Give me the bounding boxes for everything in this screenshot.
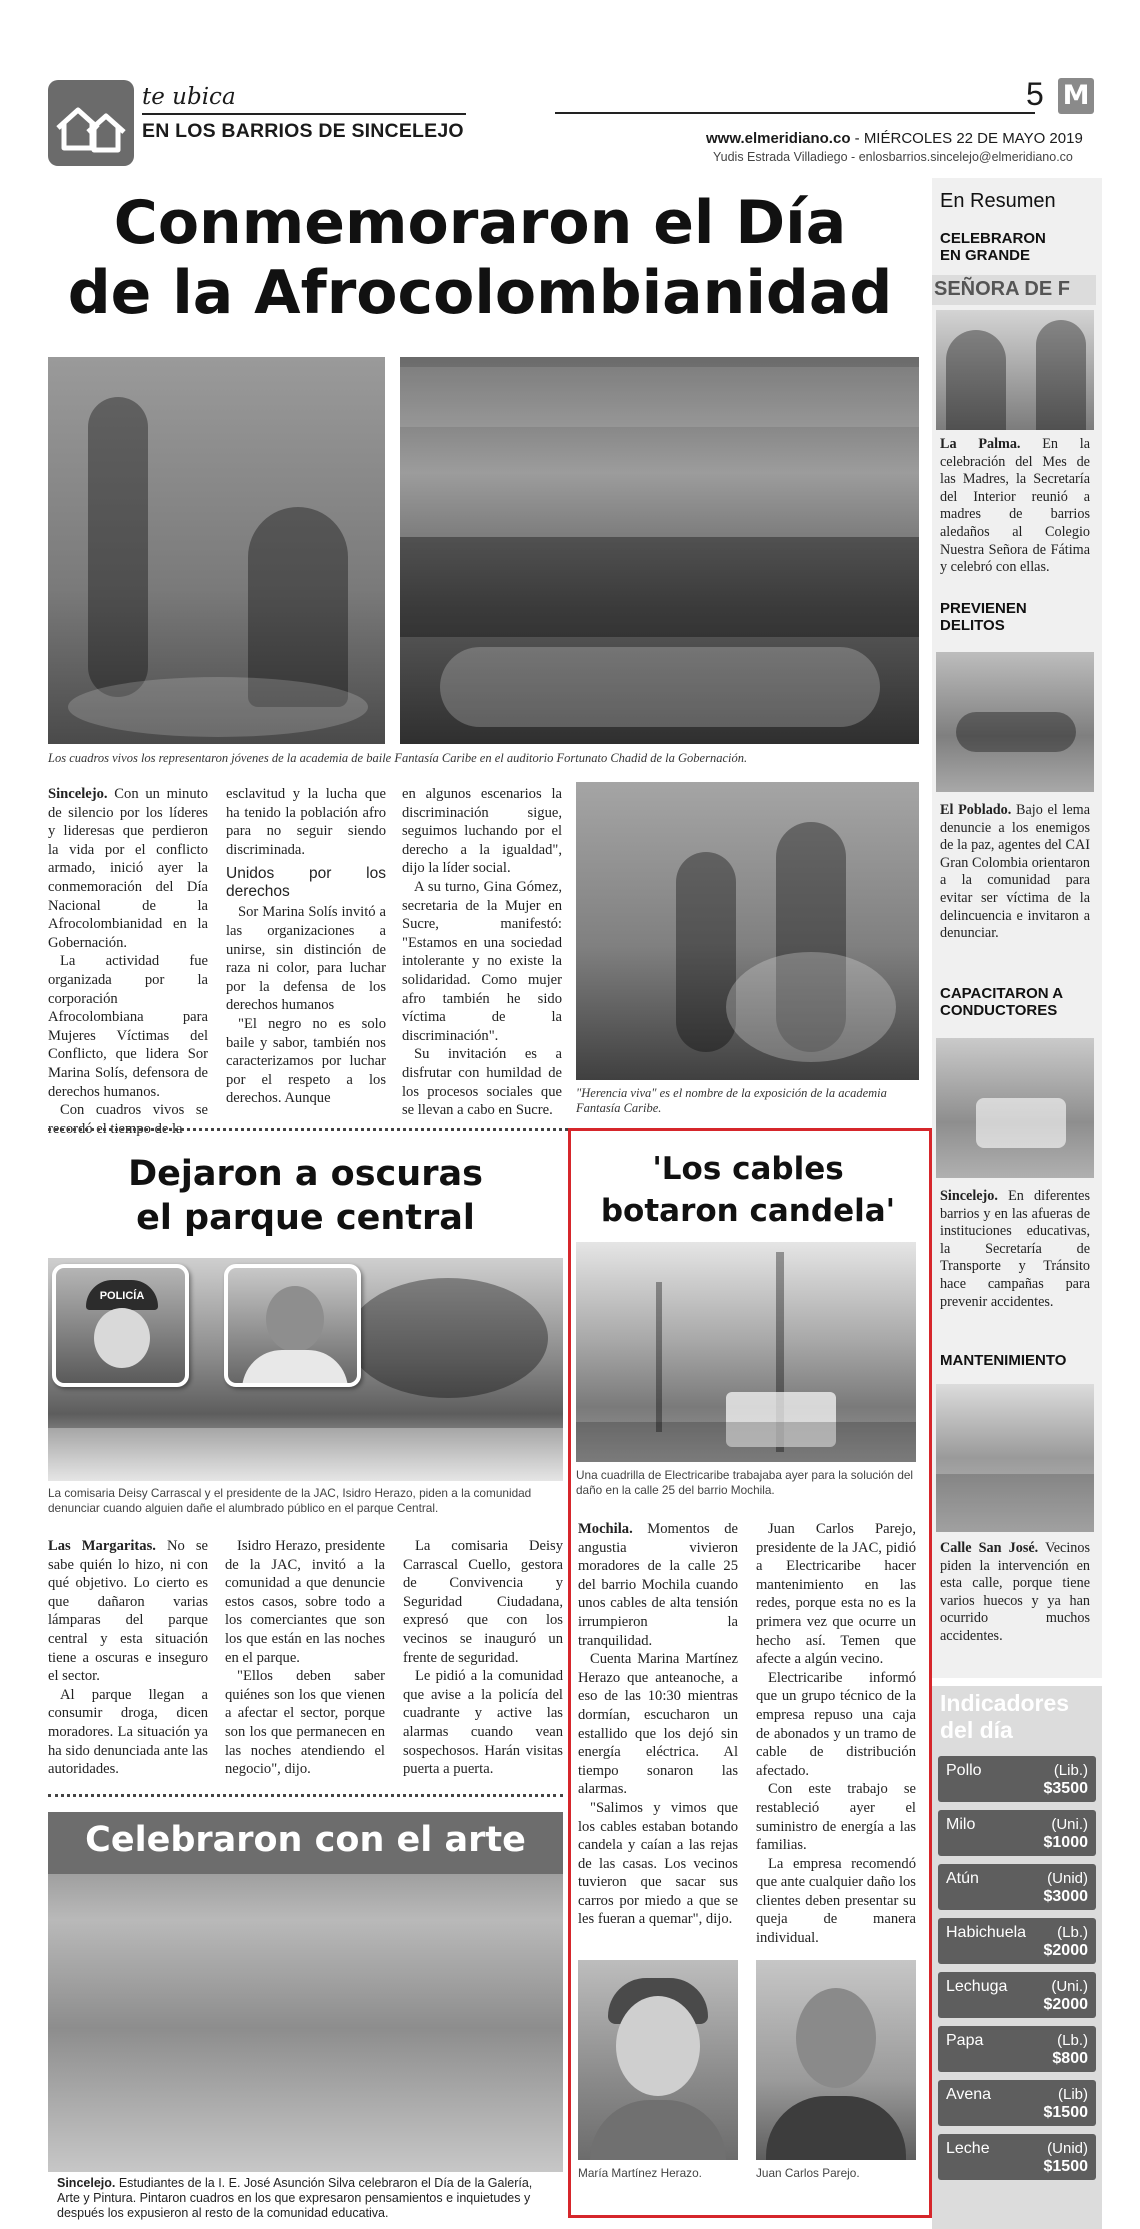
story-divider	[48, 1128, 568, 1131]
herencia-viva-caption: "Herencia viva" es el nombre de la exposición de la academia Fantasía Caribe.	[576, 1086, 887, 1115]
byline: Yudis Estrada Villadiego - enlosbarrios.sincelejo@elmeridiano.co	[713, 150, 1073, 164]
park-story-p6: Le pidió a la comunidad que avise a la policía del cuadrante y active las alarmas cuando vean sospechosos. Harán visitas puerta a puerta.	[403, 1668, 563, 1778]
jac-president-portrait	[224, 1264, 361, 1387]
sidebar-item2-photo	[936, 652, 1094, 792]
cables-story-col1	[578, 1520, 738, 1929]
indicators-title-line1: Indicadores	[940, 1690, 1070, 1716]
section-title: EN LOS BARRIOS DE SINCELEJO	[142, 120, 464, 142]
indicator-unit: (Unid)	[1047, 2140, 1088, 2157]
indicators-title	[940, 1690, 1069, 1744]
main-story-p8: A su turno, Gina Gómez, secretaria de la Mujer en Sucre, manifestó: "Estamos en una sociedad intolerante y no existe la solidaridad. Como mujer afro también he sido víctima de la discriminación".	[402, 878, 562, 1044]
sidebar-item2-text: El Poblado. Bajo el lema denuncie a los enemigos de la paz, agentes del CAI Gran Colombia orientaron a la comunidad para evitar ser víctima de la delincuencia e invitaron a denunciar.	[940, 802, 1091, 942]
park-story-lead: Las Margaritas.	[48, 1538, 156, 1554]
cables-headline	[576, 1148, 920, 1232]
portrait2-caption: Juan Carlos Parejo.	[756, 2166, 860, 2180]
park-story-p2: Al parque llegan a consumir droga, dicen moradores. La situación ya ha sido denunciada ante las autoridades.	[48, 1686, 208, 1778]
sidebar-item3-lead: Sincelejo.	[940, 1188, 998, 1204]
park-story-col1	[48, 1537, 208, 1779]
section-rule	[142, 113, 466, 115]
indicator-name: Atún	[946, 1870, 979, 1887]
sidebar-item1-lead: La Palma.	[940, 436, 1021, 452]
sidebar-item1-text: La Palma. En la celebración del Mes de las Madres, la Secretaría del Interior reunió a madres de barrios aledaños al Colegio Nuestra Señora de Fátima y celebró con ellas.	[940, 436, 1091, 576]
electricaribe-crew-photo	[576, 1242, 916, 1462]
park-story-p4: "Ellos deben saber quiénes son los que vienen a afectar el sector, porque son los que permanecen en las noches atendiendo el negocio", dijo.	[225, 1668, 385, 1778]
main-photo-caption: Los cuadros vivos los representaron jóvenes de la academia de baile Fantasía Caribe en el auditorio Fortunato Chadid de la Gobernación.	[48, 751, 748, 765]
indicator-price: $1500	[1043, 2104, 1088, 2121]
indicator-name: Lechuga	[946, 1978, 1008, 1995]
sidebar-item4-photo	[936, 1384, 1094, 1532]
cables-headline-line1: 'Los cables	[652, 1151, 844, 1187]
sidebar-item1-photo	[936, 310, 1094, 430]
section-kicker: te ubica	[142, 84, 236, 110]
indicator-name: Pollo	[946, 1762, 982, 1779]
indicator-row	[938, 1810, 1096, 1856]
sidebar-item3-photo	[936, 1038, 1094, 1178]
main-story-subhead: Unidos por los derechos	[226, 865, 386, 901]
juan-carlos-parejo-portrait	[756, 1960, 916, 2160]
art-headline: Celebraron con el arte	[85, 1820, 526, 1860]
indicator-price: $2000	[1043, 1996, 1088, 2013]
park-story-p3: Isidro Herazo, presidente de la JAC, invitó a la comunidad a que denuncie estos casos, sobre todo a los comerciantes que son los que están en las noches en el parque.	[225, 1538, 385, 1666]
main-headline-line2: de la Afrocolombianidad	[67, 258, 893, 328]
issue-date: - MIÉRCOLES 22 DE MAYO 2019	[850, 130, 1083, 147]
main-story-p5: Sor Marina Solís invitó a las organizaciones a unirse, sin distinción de raza ni color, para luchar por la defensa de los derechos humanos	[226, 904, 386, 1014]
sidebar-item4-lead: Calle San José.	[940, 1540, 1039, 1556]
cables-story-p2: Cuenta Marina Martínez Herazo que anteanoche, a eso de las 10:30 mientras dormían, escucharon un estallido que los dejó sin energía eléctrica. Al tiempo sonaron las alarmas.	[578, 1651, 738, 1798]
cables-story-p4: Juan Carlos Parejo, presidente de la JAC, pidió a Electricaribe hacer mantenimiento en las redes, porque esta no es la primera vez que ocurre un hecho así. Temen que afecte a algún vecino.	[756, 1521, 916, 1668]
herencia-viva-photo	[576, 782, 919, 1080]
indicator-unit: (Lib.)	[1053, 1762, 1088, 1779]
sidebar-item1-title: CELEBRARON EN GRANDE	[940, 230, 1046, 264]
indicator-price: $1000	[1043, 1834, 1088, 1851]
park-story-p1: Las Margaritas. No se sabe quién lo hizo, ni con qué objetivo. Lo cierto es que dañaron varias lámparas del parque central y esta situación tiene a oscuras e inseguro el sector.	[48, 1538, 208, 1685]
sidebar-item2-lead: El Poblado.	[940, 802, 1012, 818]
page-number: 5	[1026, 76, 1044, 112]
indicator-name: Habichuela	[946, 1924, 1027, 1941]
dancers-photo	[48, 357, 385, 744]
indicator-name: Avena	[946, 2086, 992, 2103]
main-story-p3: Con cuadros vivos se recordó el tiempo de la	[48, 1102, 208, 1137]
indicator-unit: (Uni.)	[1051, 1816, 1088, 1833]
brand-mark-letter: M	[1062, 80, 1090, 111]
main-story-col3	[402, 785, 562, 1120]
indicator-name: Leche	[946, 2140, 990, 2157]
main-story-lead: Sincelejo.	[48, 786, 108, 802]
indicators-title-line2: del día	[940, 1717, 1013, 1743]
art-caption-lead: Sincelejo.	[57, 2176, 116, 2190]
cables-story-p3: "Salimos y vimos que los cables estaban botando candela y caían a las rejas de las casas. Los vecinos tuvieron que sacar sus carros por miedo a que se les fueran a quemar", dijo.	[578, 1799, 738, 1928]
cables-story-p6: Con este trabajo se restableció ayer el suministro de energía a las familias.	[756, 1781, 916, 1854]
park-divider	[48, 1794, 563, 1797]
indicator-row	[938, 2134, 1096, 2180]
sidebar-item4-title: MANTENIMIENTO	[940, 1352, 1067, 1369]
portrait1-caption: María Martínez Herazo.	[578, 2166, 702, 2180]
park-headline-line2: el parque central	[136, 1198, 475, 1238]
indicator-name: Milo	[946, 1816, 976, 1833]
art-caption	[57, 2176, 557, 2221]
cables-story-col2	[756, 1520, 916, 1948]
art-caption-text: Estudiantes de la I. E. José Asunción Silva celebraron el Día de la Galería, Arte y Pintura. Pintaron cuadros en los que expresaron pensamientos e inquietudes y después los expusieron al resto de la comunidad educativa.	[57, 2176, 533, 2220]
main-story-p9: Su invitación es a disfrutar con humildad de los procesos sociales que se llevan a cabo en Sucre.	[402, 1046, 562, 1119]
brand-mark	[1058, 78, 1094, 114]
police-portrait	[52, 1264, 189, 1387]
cables-story-p5: Electricaribe informó que un grupo técnico de la empresa repuso una caja de abonados y un tramo de cable de distribución afectado.	[756, 1669, 916, 1779]
sidebar-item3-text: Sincelejo. En diferentes barrios y en las afueras de instituciones educativas, la Secretaría de Transporte y Tránsito hace campañas para prevenir accidentes.	[940, 1188, 1090, 1310]
park-story-p5: La comisaria Deisy Carrascal Cuello, gestora de Convivencia y Seguridad Ciudadana, expresó que con los vecinos se inauguró un frente de seguridad.	[403, 1538, 563, 1666]
maria-martinez-portrait	[578, 1960, 738, 2160]
houses-icon	[48, 80, 134, 166]
park-story-col2	[225, 1537, 385, 1779]
main-story-p6: "El negro no es solo baile y sabor, también nos caracterizamos por luchar por el respeto a los derechos. Aunque	[226, 1015, 386, 1107]
indicator-row	[938, 2026, 1096, 2072]
audience-photo	[400, 357, 919, 744]
sidebar-item4-text: Calle San José. Vecinos piden la intervención en esta calle, porque tiene varios huecos y ya han ocurrido muchos accidentes.	[940, 1540, 1090, 1644]
sidebar-item1-banner	[932, 275, 1096, 305]
indicator-price: $2000	[1043, 1942, 1088, 1959]
sidebar-item1-banner-text: SEÑORA DE F	[934, 278, 1070, 300]
cables-headline-line2: botaron candela'	[600, 1193, 896, 1229]
indicator-row	[938, 1756, 1096, 1802]
main-headline	[40, 188, 920, 328]
indicator-unit: (Lib)	[1057, 2086, 1088, 2103]
section-logo	[48, 80, 134, 166]
indicator-unit: (Uni.)	[1051, 1978, 1088, 1995]
main-story-col1	[48, 785, 208, 1138]
cables-story-p1: Mochila. Momentos de angustia vivieron moradores de la calle 25 del barrio Mochila cuando unos cables de alta tensión irrumpieron la tranquilidad.	[578, 1521, 738, 1649]
indicator-unit: (Lb.)	[1057, 2032, 1088, 2049]
park-headline-line1: Dejaron a oscuras	[128, 1154, 483, 1194]
indicator-unit: (Lb.)	[1057, 1924, 1088, 1941]
main-story-p2: La actividad fue organizada por la corporación Afrocolombiana para Mujeres Víctimas del Conflicto, que lidera Sor Marina Solís, defensora de derechos humanos.	[48, 953, 208, 1100]
cables-story-lead: Mochila.	[578, 1521, 633, 1537]
sidebar-item3-title: CAPACITARON A CONDUCTORES	[940, 985, 1063, 1019]
park-story-col3	[403, 1537, 563, 1779]
dateline	[706, 130, 1083, 147]
indicator-unit: (Unid)	[1047, 1870, 1088, 1887]
indicator-row	[938, 1864, 1096, 1910]
indicator-price: $800	[1052, 2050, 1088, 2067]
indicator-row	[938, 1972, 1096, 2018]
indicator-name: Papa	[946, 2032, 984, 2049]
art-photo	[48, 1812, 563, 2172]
sidebar-item2-title: PREVIENEN DELITOS	[940, 600, 1027, 634]
sidebar-title: En Resumen	[940, 190, 1056, 212]
indicator-row	[938, 2080, 1096, 2126]
main-headline-line1: Conmemoraron el Día	[113, 188, 847, 258]
indicator-row	[938, 1918, 1096, 1964]
website: www.elmeridiano.co	[706, 130, 851, 147]
park-photo-caption: La comisaria Deisy Carrascal y el presidente de la JAC, Isidro Herazo, piden a la comunidad denunciar cuando alguien dañe el alumbrado público en el parque Central.	[48, 1486, 532, 1515]
park-headline	[48, 1152, 563, 1240]
cables-story-p7: La empresa recomendó que ante cualquier daño los clientes deben presentar su queja de manera individual.	[756, 1855, 916, 1947]
main-story-p1: Sincelejo. Con un minuto de silencio por los líderes y lideresas que perdieron la vida por el conflicto armado, inició ayer la conmemoración del Día Nacional de la Afrocolombianidad en la Gobernación.	[48, 786, 208, 951]
police-cap: POLICÍA	[86, 1280, 158, 1310]
header-rule	[555, 112, 1035, 114]
indicator-price: $3000	[1043, 1888, 1088, 1905]
cables-photo-caption: Una cuadrilla de Electricaribe trabajaba ayer para la solución del daño en la calle 25 del barrio Mochila.	[576, 1468, 914, 1497]
main-story-p7: en algunos escenarios la discriminación sigue, seguimos luchando por el derecho a la igualdad", dijo la líder social.	[402, 786, 562, 877]
main-story-col2	[226, 785, 386, 1108]
indicator-price: $3500	[1043, 1780, 1088, 1797]
indicator-price: $1500	[1043, 2158, 1088, 2175]
main-story-p4: esclavitud y la lucha que ha tenido la población afro para no seguir siendo discriminada.	[226, 786, 386, 858]
